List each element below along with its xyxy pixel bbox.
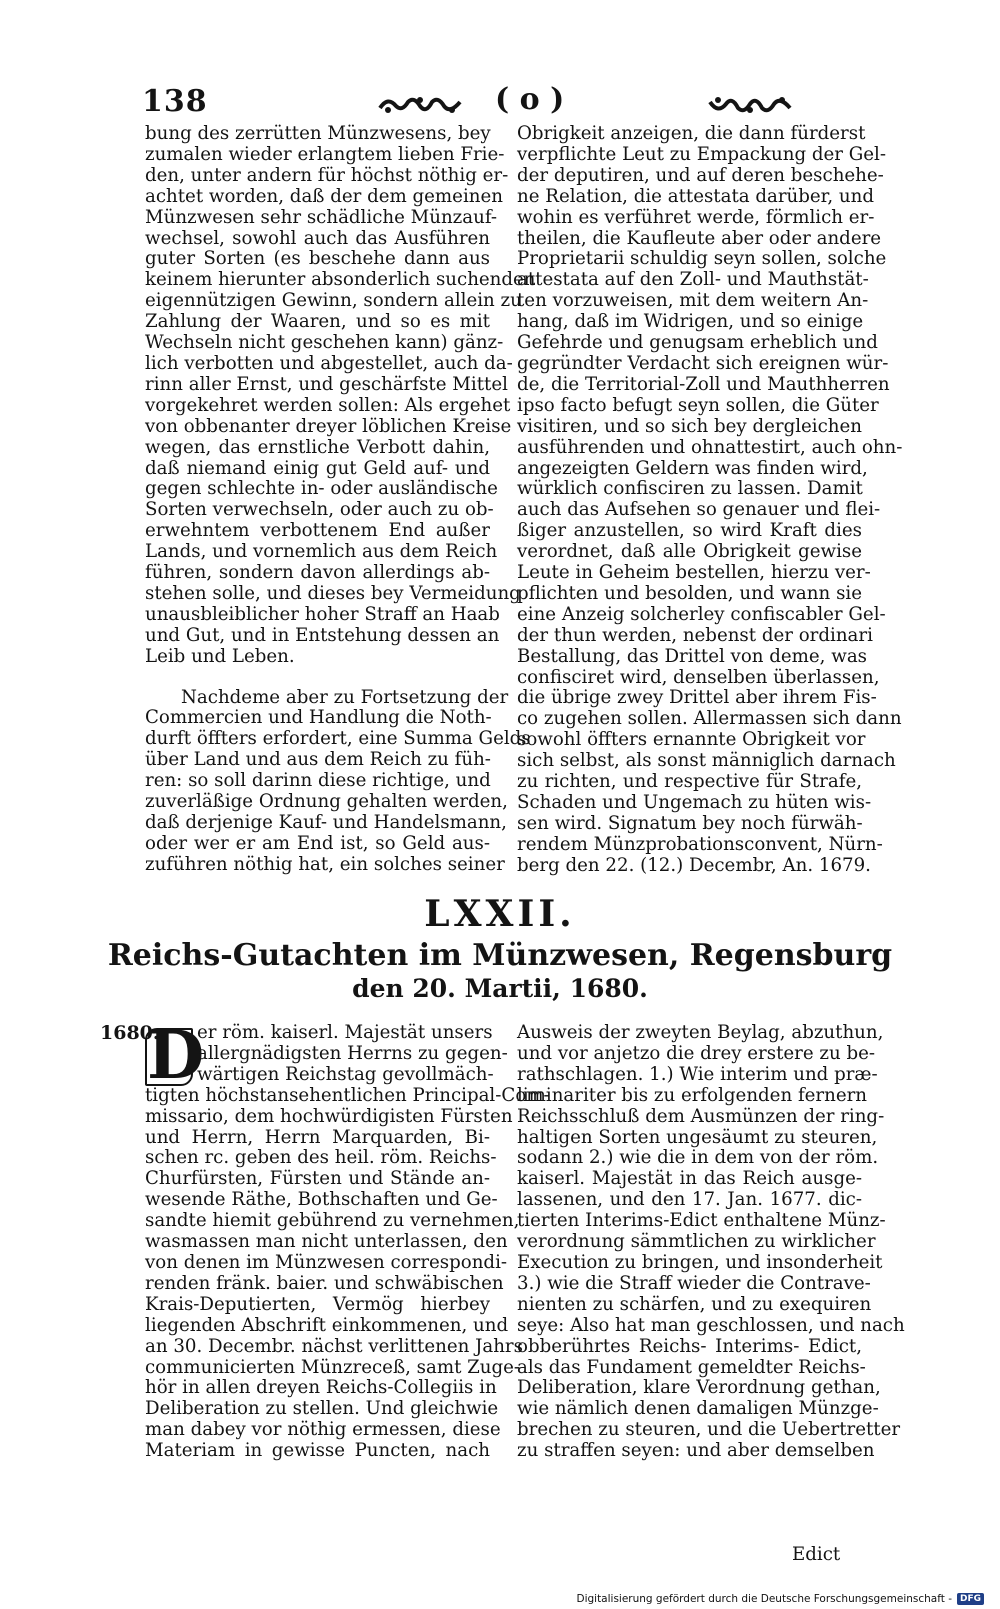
text-line: 3.) wie die Straff wieder die Contrave-	[517, 1272, 871, 1294]
text-line: auch das Aufsehen so genauer und flei-	[517, 499, 881, 521]
text-line: kaiserl. Majestät in das Reich ausge-	[517, 1168, 862, 1190]
text-line: oder wer er am End ist, so Geld aus-	[145, 832, 490, 854]
text-line: confisciret wird, denselben überlassen,	[517, 666, 880, 688]
text-line: ausführenden und ohnattestirt, auch ohn-	[517, 436, 903, 458]
text-line: keinem hierunter absonderlich suchenden	[145, 269, 536, 291]
section-number: LXXII.	[424, 893, 576, 935]
text-line: gegründter Verdacht sich ereignen wür-	[517, 352, 889, 374]
text-line: ipso facto befugt seyn sollen, die Güter	[517, 394, 879, 416]
text-line: seye: Also hat man geschlossen, und nach	[517, 1314, 905, 1336]
text-line: wesende Räthe, Bothschaften und Ge-	[145, 1189, 498, 1211]
text-line: sich selbst, als sonst männiglich darnach	[517, 750, 896, 772]
header-center-mark: ( o )	[495, 82, 565, 117]
text-line: und vor anjetzo die drey erstere zu be-	[517, 1042, 876, 1064]
text-line: wärtigen Reichstag gevollmäch-	[197, 1063, 494, 1085]
text-line: Churfürsten, Fürsten und Stände an-	[145, 1168, 490, 1190]
text-line: zuverläßige Ordnung gehalten werden,	[145, 791, 508, 813]
text-line: Gefehrde und genugsam erheblich und	[517, 332, 878, 354]
text-line: Ausweis der zweyten Beylag, abzuthun,	[517, 1022, 884, 1043]
text-line: pflichten und besolden, und wann sie	[517, 582, 862, 604]
text-line: wohin es verführet werde, förmlich er-	[517, 206, 875, 228]
text-line: Münzwesen sehr schädliche Münzauf-	[145, 206, 498, 228]
bottom-right-column	[517, 1022, 905, 1462]
text-line: lassenen, und den 17. Jan. 1677. dic-	[517, 1189, 862, 1211]
text-line: würklich confisciren zu lassen. Damit	[517, 478, 863, 500]
text-line: wie nämlich denen damaligen Münzge-	[517, 1398, 879, 1420]
section-subtitle: den 20. Martii, 1680.	[352, 974, 648, 1003]
text-line: lich verbotten und abgestellet, auch da-	[145, 352, 513, 374]
text-line: obberührtes Reichs- Interims- Edict,	[517, 1335, 862, 1357]
text-line: achtet worden, daß der dem gemeinen	[145, 185, 503, 207]
text-line: brechen zu steuren, und die Uebertretter	[517, 1419, 901, 1441]
margin-year-note: 1680.	[100, 1022, 160, 1044]
text-line: angezeigten Geldern was finden wird,	[517, 457, 868, 479]
text-line: als das Fundament gemeldter Reichs-	[517, 1356, 866, 1378]
text-line: über Land und aus dem Reich zu füh-	[145, 749, 491, 771]
text-line: und Herrn, Herrn Marquarden, Bi-	[145, 1126, 490, 1148]
text-line: Bestallung, das Drittel von deme, was	[517, 645, 867, 667]
text-line: zu straffen seyen: und aber demselben	[517, 1440, 875, 1462]
text-line: rinn aller Ernst, und geschärfste Mittel	[145, 373, 508, 395]
text-line: verpflichte Leut zu Empackung der Gel-	[517, 143, 886, 165]
text-line: schen rc. geben des heil. röm. Reichs-	[145, 1147, 497, 1169]
text-line: berg den 22. (12.) Decembr, An. 1679.	[517, 854, 871, 876]
text-line: durft öffters erfordert, eine Summa Gelds	[145, 728, 531, 750]
text-line: communicierten Münzreceß, samt Zuge-	[145, 1356, 521, 1378]
footer-text: Digitalisierung gefördert durch die Deutsche Forschungsgemeinschaft -	[576, 1593, 952, 1605]
text-line: Schaden und Ungemach zu hüten wis-	[517, 792, 872, 813]
text-line: allergnädigsten Herrns zu gegen-	[197, 1042, 508, 1064]
text-line: theilen, die Kaufleute aber oder andere	[517, 227, 882, 249]
text-line: renden fränk. baier. und schwäbischen	[145, 1272, 504, 1294]
text-line: nienten zu schärfen, und zu exequiren	[517, 1293, 872, 1315]
text-line: liegenden Abschrift einkommenen, und	[145, 1314, 509, 1336]
top-right-column	[517, 123, 903, 877]
text-line: attestata auf den Zoll- und Mauthstät-	[517, 269, 869, 291]
text-line: von obbenanter dreyer löblichen Kreise	[145, 415, 512, 437]
text-line: Execution zu bringen, und insonderheit	[517, 1251, 883, 1273]
text-line: Materiam in gewisse Puncten, nach	[145, 1440, 490, 1462]
paragraph-gap	[145, 668, 490, 688]
text-line: Proprietarii schuldig seyn sollen, solche	[517, 248, 887, 270]
text-line: der deputiren, und auf deren beschehe-	[517, 164, 884, 186]
text-line: zuführen nöthig hat, ein solches seiner	[145, 853, 505, 875]
catchword: Edict	[792, 1544, 841, 1565]
text-line: Krais-Deputierten, Vermög hierbey	[145, 1293, 490, 1315]
text-line: an 30. Decembr. nächst verlittenen Jahrs	[145, 1335, 523, 1357]
text-line: hang, daß im Widrigen, und so einige	[517, 311, 864, 333]
text-line: wegen, das ernstliche Verbott dahin,	[145, 436, 490, 458]
text-line: Wechseln nicht geschehen kann) gänz-	[145, 332, 504, 354]
text-line: bung des zerrütten Münzwesens, bey	[145, 123, 491, 144]
text-line: Commercien und Handlung die Noth-	[145, 707, 492, 729]
bottom-left-column	[145, 1016, 550, 1462]
dfg-logo: DFG	[957, 1593, 984, 1605]
text-line: hör in allen dreyen Reichs-Collegiis in	[145, 1377, 497, 1399]
page-number: 138	[142, 84, 208, 119]
ornament-left-icon	[378, 94, 462, 116]
text-line: man dabey vor nöthig ermessen, diese	[145, 1419, 501, 1441]
text-line: tigten höchstansehentlichen Principal-Com-	[145, 1084, 550, 1106]
text-line: Lands, und vornemlich aus dem Reich	[145, 541, 498, 563]
text-line: wechsel, sowohl auch das Ausführen	[145, 227, 490, 249]
text-line: führen, sondern davon allerdings ab-	[145, 562, 490, 584]
text-line: sen wird. Signatum bey noch fürwäh-	[517, 812, 863, 834]
page-header	[140, 80, 880, 126]
text-line: guter Sorten (es beschehe dann aus	[145, 248, 490, 270]
text-line: gegen schlechte in- oder ausländische	[145, 478, 498, 500]
text-line: Obrigkeit anzeigen, die dann fürderst	[517, 123, 866, 144]
text-line: den, unter andern für höchst nöthig er-	[145, 164, 509, 186]
text-line: die übrige zwey Drittel aber ihrem Fis-	[517, 687, 877, 709]
drop-cap-letter: D	[147, 1016, 205, 1094]
text-line: er röm. kaiserl. Majestät unsers	[197, 1022, 493, 1043]
text-line: daß derjenige Kauf- und Handelsmann,	[145, 812, 507, 833]
text-line: der thun werden, nebenst der ordinari	[517, 624, 873, 646]
text-line: Deliberation zu stellen. Und gleichwie	[145, 1398, 499, 1420]
text-line: co zugehen sollen. Allermassen sich dann	[517, 708, 902, 730]
text-line: missario, dem hochwürdigisten Fürsten	[145, 1105, 513, 1127]
text-line: unausbleiblicher hoher Straff an Haab	[145, 603, 500, 625]
text-line: zu richten, und respective für Strafe,	[517, 771, 862, 793]
text-line: verordnet, daß alle Obrigkeit gewise	[517, 541, 862, 563]
text-line: Leute in Geheim bestellen, hierzu ver-	[517, 562, 871, 584]
text-line: Zahlung der Waaren, und so es mit	[145, 311, 490, 333]
text-line: sowohl öffters ernannte Obrigkeit vor	[517, 729, 866, 751]
text-line: erwehntem verbottenem End außer	[145, 520, 490, 542]
text-line: Reichsschluß dem Ausmünzen der ring-	[517, 1105, 885, 1127]
text-line: liminariter bis zu erfolgenden fernern	[517, 1084, 868, 1106]
text-line: ßiger anzustellen, so wird Kraft dies	[517, 520, 862, 542]
digitization-footer	[576, 1593, 952, 1605]
text-line: Sorten verwechseln, oder auch zu ob-	[145, 499, 494, 521]
text-line: und Gut, und in Entstehung dessen an	[145, 624, 500, 646]
text-line: wasmassen man nicht unterlassen, den	[145, 1231, 508, 1253]
text-line: rathschlagen. 1.) Wie interim und præ-	[517, 1063, 878, 1085]
text-line: sandte hiemit gebührend zu vernehmen,	[145, 1210, 520, 1232]
text-line: de, die Territorial-Zoll und Mauthherren	[517, 373, 890, 395]
text-line: Deliberation, klare Verordnung gethan,	[517, 1377, 881, 1399]
ornament-right-icon	[708, 94, 792, 116]
text-line: daß niemand einig gut Geld auf- und	[145, 457, 490, 479]
text-line: tierten Interims-Edict enthaltene Münz-	[517, 1210, 886, 1232]
text-line: von denen im Münzwesen correspondi-	[145, 1251, 508, 1273]
top-left-column	[145, 123, 536, 876]
text-line: eigennützigen Gewinn, sondern allein zu	[145, 290, 522, 312]
text-line: haltigen Sorten ungesäumt zu steuren,	[517, 1126, 878, 1148]
text-line: zumalen wieder erlangtem lieben Frie-	[145, 143, 505, 165]
text-line: ren: so soll darinn diese richtige, und	[145, 770, 491, 792]
text-line: stehen solle, und dieses bey Vermeidung	[145, 582, 521, 604]
text-line: rendem Münzprobationsconvent, Nürn-	[517, 833, 883, 855]
text-line: sodann 2.) wie die in dem von der röm.	[517, 1147, 879, 1169]
text-line: vorgekehret werden sollen: Als ergehet	[145, 394, 511, 416]
section-title: Reichs-Gutachten im Münzwesen, Regensburg	[107, 938, 893, 973]
text-line: visitiren, und so sich bey dergleichen	[517, 415, 862, 437]
text-line: verordnung sämmtlichen zu wirklicher	[517, 1231, 876, 1253]
text-line: ne Relation, die attestata darüber, und	[517, 185, 874, 207]
text-line: Nachdeme aber zu Fortsetzung der	[181, 686, 509, 708]
text-line: ten vorzuweisen, mit dem weitern An-	[517, 290, 869, 312]
text-line: eine Anzeig solcherley confiscabler Gel-	[517, 603, 886, 625]
text-line: Leib und Leben.	[145, 645, 295, 667]
